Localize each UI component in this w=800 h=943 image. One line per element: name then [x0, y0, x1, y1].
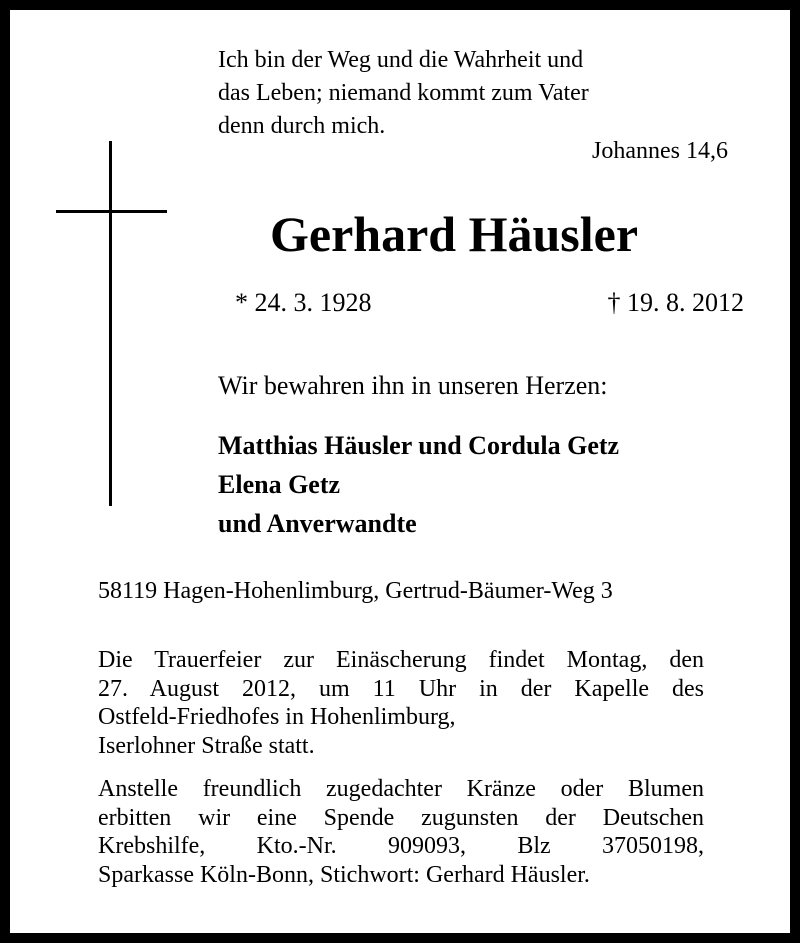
mourner-name: Matthias Häusler und Cordula Getz	[218, 431, 620, 460]
ceremony-line: Die Trauerfeier zur Einäscherung findet Montag, den	[98, 647, 704, 673]
family-address: 58119 Hagen-Hohenlimburg, Gertrud-Bäumer-Weg 3	[98, 578, 613, 604]
ceremony-paragraph	[98, 646, 704, 760]
cross-horizontal-bar	[56, 210, 167, 213]
donation-paragraph	[98, 775, 704, 889]
donation-line: Krebshilfe, Kto.-Nr. 909093, Blz 37050198,	[98, 833, 704, 859]
mourner-name: und Anverwandte	[218, 509, 417, 538]
donation-line: erbitten wir eine Spende zugunsten der Deutschen	[98, 804, 704, 831]
cross-vertical-bar	[109, 141, 112, 506]
verse-line: Ich bin der Weg und die Wahrheit und	[218, 47, 584, 73]
ceremony-line: Ostfeld-Friedhofes in Hohenlimburg,	[98, 704, 456, 730]
deceased-name: Gerhard Häusler	[270, 206, 639, 262]
donation-line: Sparkasse Köln-Bonn, Stichwort: Gerhard Häusler.	[98, 861, 590, 888]
birth-date: * 24. 3. 1928	[235, 288, 372, 317]
verse-line: denn durch mich.	[218, 113, 386, 139]
death-date: † 19. 8. 2012	[607, 288, 744, 317]
ceremony-line: Iserlohner Straße statt.	[98, 732, 315, 759]
verse-reference: Johannes 14,6	[592, 138, 728, 164]
mourner-name: Elena Getz	[218, 470, 341, 499]
mourners-list	[218, 426, 619, 543]
mourners-intro: Wir bewahren ihn in unseren Herzen:	[218, 371, 608, 400]
donation-line: Anstelle freundlich zugedachter Kränze oder Blumen	[98, 776, 704, 802]
verse-line: das Leben; niemand kommt zum Vater	[218, 80, 589, 106]
ceremony-line: 27. August 2012, um 11 Uhr in der Kapelle des	[98, 675, 704, 702]
obituary-notice	[10, 10, 790, 933]
bible-verse	[218, 44, 698, 143]
